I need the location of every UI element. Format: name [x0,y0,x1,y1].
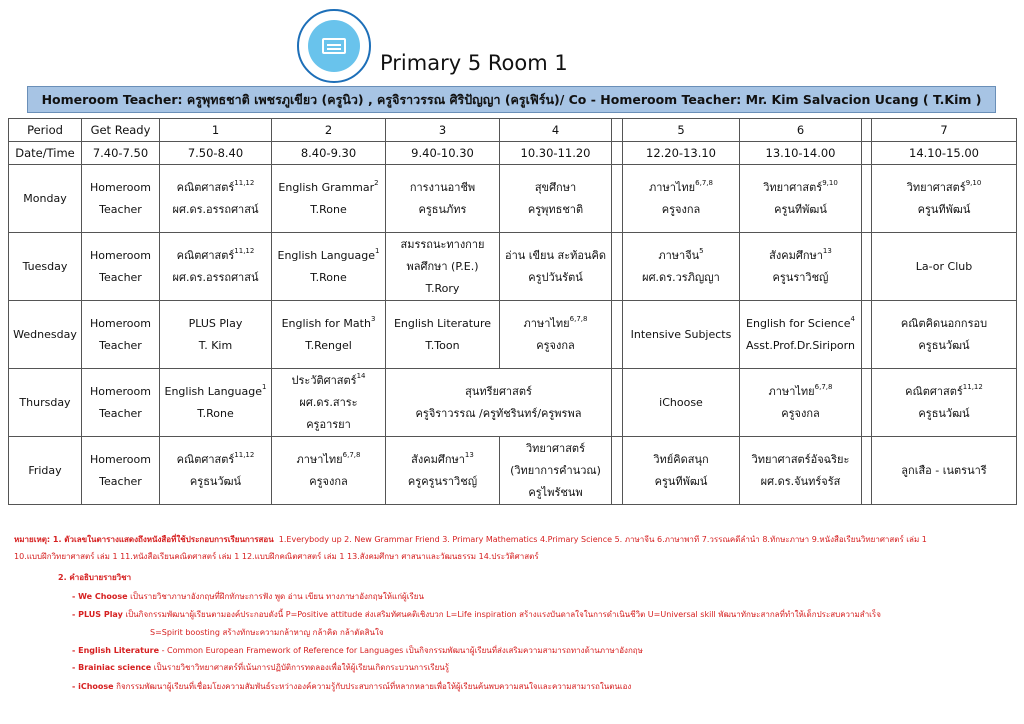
book-ref-sup: 2 [374,178,379,187]
time-header: 13.10-14.00 [740,142,862,165]
cell-text [162,449,269,471]
cell-text [388,449,497,471]
note-text: 1.Everybody up 2. New Grammar Friend 3. Primary Mathematics 4.Primary Science 5. ภาษาจีน 6.ภาษาพาที 7.วรรณคดีลำนำ 8.ทักษะภาษา 9.หนังสือเรียนวิทยาศาสตร์ เล่ม 1 [278,535,927,544]
subject-name: วิทยาศาสตร์ [906,180,966,194]
cell-text [274,449,383,471]
cell-text: T.Rone [310,202,347,216]
cell-text [625,245,737,267]
cell-text: Homeroom [90,452,151,466]
day-row-wednesday [9,301,1017,369]
break-spacer [862,301,872,369]
cell-text: ครูครูนราวิชญ์ [407,474,478,488]
school-logo [297,9,371,83]
cell-text: T.Rone [197,406,234,420]
note-text: - PLUS Play [72,610,123,619]
subject-name: ภาษาไทย [768,384,815,398]
cell-text: Teacher [99,338,142,352]
cell-p7 [872,301,1017,369]
cell-text: Teacher [99,474,142,488]
subject-name: สังคมศึกษา [769,248,823,262]
cell-p2 [272,233,386,301]
cell-text: ผศ.ดร.สาระ [299,395,358,409]
cell-p7 [872,437,1017,505]
timetable [8,118,1017,505]
subject-name: ภาษาไทย [523,316,570,330]
day-label: Friday [9,437,82,505]
cell-text: สุขศึกษา [534,180,577,194]
cell-p6 [740,233,862,301]
time-header: 14.10-15.00 [872,142,1017,165]
desc-english-literature [72,645,643,657]
book-ref-sup: 1 [375,246,380,255]
time-header: 9.40-10.30 [386,142,500,165]
break-spacer [612,119,623,142]
cell-text: ครูธนภัทร [418,202,467,216]
cell-text: ผศ.ดร.อรรถศาสน์ [172,202,259,216]
subject-name: English for Math [281,316,371,330]
cell-text: Teacher [99,202,142,216]
cell-text: ครูธนวัฒน์ [918,338,970,352]
cell-text [274,245,383,267]
cell-text: Teacher [99,270,142,284]
book-ref-sup: 13 [822,246,832,255]
book-ref-sup: 4 [850,314,855,323]
cell-p7 [872,165,1017,233]
period-header: 6 [740,119,862,142]
note-text: - English Literature [72,646,160,655]
break-spacer [612,165,623,233]
subject-name: คณิตศาสตร์ [176,452,235,466]
cell-text [162,245,269,267]
cell-text: อ่าน เขียน สะท้อนคิด [504,248,607,262]
period-label: Period [9,119,82,142]
cell-text [742,177,859,199]
subject-name: English Grammar [278,180,375,194]
cell-text [742,313,859,335]
note-text: เป็นกิจกรรมพัฒนาผู้เรียนตามองค์ประกอบดังนี้ P=Positive attitude ส่งเสริมทัศนคติเชิงบวก L=Life inspiration สร้างแรงบันดาลใจในการดำเนินชีวิต U=Universal skill พัฒนาทักษะสากลที่ทำให้เด็กประสบความสำเร็จ [125,610,881,619]
book-ref-sup: 6,7,8 [342,450,361,459]
cell-p4 [500,233,612,301]
cell-text: สมรรถนะทางกาย [400,237,485,251]
cell-p1 [160,301,272,369]
time-row [9,142,1017,165]
subject-name: English Language [164,384,263,398]
logo-emblem [308,20,360,72]
subject-name: English Language [277,248,376,262]
subject-name: ภาษาไทย [649,180,696,194]
time-header: 8.40-9.30 [272,142,386,165]
cell-text: iChoose [659,395,703,409]
cell-text: ครูนราวิชญ์ [772,270,829,284]
cell-text: ครูจงกล [536,338,575,352]
book-ref-sup: 11,12 [234,178,255,187]
book-ref-sup: 6,7,8 [569,314,588,323]
note-text: - Common European Framework of Reference for Languages เป็นกิจกรรมพัฒนาผู้เรียนที่ส่งเสริมความสามารถทางด้านภาษาอังกฤษ [161,646,643,655]
cell-text: พลศึกษา (P.E.) [406,259,479,273]
subject-name: ภาษาจีน [658,248,700,262]
break-spacer [612,369,623,437]
break-spacer [862,142,872,165]
book-ref-sup: 11,12 [234,450,255,459]
desc-plus-play [72,609,881,621]
note-text: เป็นรายวิชาวิทยาศาสตร์ที่เน้นการปฏิบัติการทดลองเพื่อให้ผู้เรียนเกิดกระบวนการเรียนรู้ [153,663,450,672]
cell-text: ผศ.ดร.จันทร์จรัส [760,474,841,488]
cell-p6 [740,165,862,233]
cell-text: ผศ.ดร.อรรถศาสน์ [172,270,259,284]
period-row [9,119,1017,142]
section-2-heading: 2. คำอธิบายรายวิชา [58,573,132,582]
cell-text: Homeroom [90,384,151,398]
break-spacer [862,233,872,301]
period-header: 1 [160,119,272,142]
cell-p7 [872,369,1017,437]
cell-p5 [623,165,740,233]
cell-text: ครูอารยา [306,417,351,431]
cell-get-ready [82,233,160,301]
cell-text: คณิตคิดนอกกรอบ [900,316,988,330]
cell-text [502,313,609,335]
cell-p3 [386,165,500,233]
break-spacer [862,369,872,437]
cell-text: Homeroom [90,316,151,330]
period-header: 5 [623,119,740,142]
day-label: Tuesday [9,233,82,301]
break-spacer [862,119,872,142]
cell-p5 [623,369,740,437]
book-ref-sup: 11,12 [234,246,255,255]
book-ref-sup: 6,7,8 [814,382,833,391]
cell-text: Asst.Prof.Dr.Siriporn [746,338,855,352]
cell-text: English Literature [393,316,492,330]
book-ref-sup: 13 [464,450,474,459]
cell-text [625,177,737,199]
book-ref-sup: 1 [262,382,267,391]
time-header: 12.20-13.10 [623,142,740,165]
cell-text: ครูธนวัฒน์ [918,406,970,420]
cell-text: Homeroom [90,180,151,194]
cell-text: ครูนทีพัฒน์ [654,474,708,488]
cell-p4 [500,301,612,369]
period-header: 7 [872,119,1017,142]
cell-p5 [623,233,740,301]
cell-text: ครูนทีพัฒน์ [917,202,971,216]
cell-text: Homeroom [90,248,151,262]
break-spacer [862,437,872,505]
cell-text: ลูกเสือ - เนตรนารี [901,463,987,477]
cell-p7 [872,233,1017,301]
cell-p2 [272,369,386,437]
desc-ichoose [72,681,631,693]
cell-p4 [500,437,612,505]
cell-text [874,177,1014,199]
homeroom-teacher-bar: Homeroom Teacher: ครูพุทธชาติ เพชรภูเขียว (ครูนิว) , ครูจิราวรรณ ศิริปัญญา (ครูเฟิร์น)/ Co - Homeroom Teacher: Mr. Kim Salvacion Ucang ( T.Kim ) [27,86,996,113]
cell-p6 [740,301,862,369]
book-ref-sup: 6,7,8 [695,178,713,187]
cell-text [162,381,269,403]
book-ref-sup: 9,10 [965,178,982,187]
cell-p6 [740,437,862,505]
cell-text: วิทยาศาสตร์ [526,441,585,455]
subject-name: คณิตศาสตร์ [905,384,963,398]
note-text: - iChoose [72,682,114,691]
break-spacer [612,142,623,165]
cell-p1 [160,369,272,437]
subject-name: สังคมศึกษา [411,452,465,466]
cell-get-ready [82,437,160,505]
cell-text: ครูธนวัฒน์ [189,474,242,488]
day-label: Thursday [9,369,82,437]
desc-brainiac-science [72,662,449,674]
subject-name: วิทยาศาสตร์ [763,180,823,194]
cell-text: ครูจงกล [309,474,348,488]
cell-text: T. Kim [198,338,233,352]
datetime-label: Date/Time [9,142,82,165]
cell-text: ครูนทีพัฒน์ [774,202,827,216]
cell-text: ครูไพรัชนพ [528,485,583,499]
cell-text [742,381,859,403]
cell-text: ครูพุทธชาติ [527,202,584,216]
cell-p3 [386,233,500,301]
cell-text: Intensive Subjects [630,327,732,341]
subject-name: ประวัติศาสตร์ [291,373,357,387]
cell-p3 [386,301,500,369]
note-text: - Brainiac science [72,663,152,672]
cell-text [274,370,383,392]
cell-p3-p4-merged [386,369,612,437]
cell-text: วิทย์คิดสนุก [653,452,709,466]
cell-p5 [623,437,740,505]
cell-text: T.Rengel [305,338,352,352]
break-spacer [612,437,623,505]
day-label: Wednesday [9,301,82,369]
cell-text: T.Rory [425,281,460,295]
period-header: 4 [500,119,612,142]
cell-text: T.Toon [425,338,460,352]
period-header: 3 [386,119,500,142]
cell-text: ครูจงกล [781,406,820,420]
cell-get-ready [82,369,160,437]
book-ref-sup: 11,12 [962,382,983,391]
cell-text: สุนทรียศาสตร์ [465,384,532,398]
cell-text: ครูจิราวรรณ /ครูทัชรินทร์/ครูพรพล [415,406,582,420]
cell-p1 [160,233,272,301]
subject-name: คณิตศาสตร์ [176,180,235,194]
books-line-2: 10.แบบฝึกวิทยาศาสตร์ เล่ม 1 11.หนังสือเรียนคณิตศาสตร์ เล่ม 1 12.แบบฝึกคณิตศาสตร์ เล่ม 1 13.สังคมศึกษา ศาสนาและวัฒนธรรม 14.ประวัติศาสตร์ [14,552,539,561]
cell-p4 [500,165,612,233]
cell-text [162,177,269,199]
cell-p1 [160,165,272,233]
cell-get-ready [82,165,160,233]
cell-p1 [160,437,272,505]
cell-p6 [740,369,862,437]
page-title: Primary 5 Room 1 [380,51,568,75]
day-row-tuesday [9,233,1017,301]
cell-text: ผศ.ดร.วรภิญญา [642,270,720,284]
book-icon [322,38,346,54]
cell-p2 [272,301,386,369]
subject-name: คณิตศาสตร์ [176,248,235,262]
time-header: 10.30-11.20 [500,142,612,165]
cell-text: ครูจงกล [661,202,701,216]
desc-plus-play-cont: S=Spirit boosting สร้างทักษะความกล้าหาญ กล้าคิด กล้าตัดสินใจ [150,628,384,637]
book-ref-sup: 14 [356,371,366,380]
cell-text [274,313,383,335]
cell-text [742,245,859,267]
cell-text: การงานอาชีพ [409,180,476,194]
time-header: 7.50-8.40 [160,142,272,165]
book-ref-sup: 3 [370,314,376,323]
cell-text: (วิทยาการคำนวณ) [510,463,601,477]
cell-text: PLUS Play [188,316,243,330]
period-header: 2 [272,119,386,142]
cell-text: Teacher [99,406,142,420]
cell-text: วิทยาศาสตร์อัจฉริยะ [751,452,850,466]
cell-text: T.Rone [310,270,347,284]
break-spacer [612,233,623,301]
cell-p5 [623,301,740,369]
day-row-friday [9,437,1017,505]
day-row-monday [9,165,1017,233]
cell-get-ready [82,301,160,369]
subject-name: ภาษาไทย [296,452,343,466]
book-ref-sup: 5 [699,246,704,255]
time-header: 7.40-7.50 [82,142,160,165]
cell-p2 [272,165,386,233]
cell-p3 [386,437,500,505]
remark-line [14,534,927,546]
note-text: หมายเหตุ: 1. ตัวเลขในตารางแสดงถึงหนังสือที่ใช้ประกอบการเรียนการสอน [14,535,274,544]
cell-text: ครูปวันรัตน์ [528,270,583,284]
book-ref-sup: 9,10 [822,178,838,187]
note-text: - We Choose [72,592,128,601]
desc-we-choose [72,591,424,603]
period-header: Get Ready [82,119,160,142]
note-text: เป็นรายวิชาภาษาอังกฤษที่ฝึกทักษะการฟัง พูด อ่าน เขียน ทางภาษาอังกฤษให้แก่ผู้เรียน [130,592,424,601]
cell-p2 [272,437,386,505]
day-row-thursday [9,369,1017,437]
break-spacer [612,301,623,369]
day-label: Monday [9,165,82,233]
break-spacer [862,165,872,233]
cell-text [874,381,1014,403]
subject-name: English for Science [746,316,851,330]
note-text: กิจกรรมพัฒนาผู้เรียนที่เชื่อมโยงความสัมพันธ์ระหว่างองค์ความรู้กับประสบการณ์ที่หลากหลายเพื่อให้ผู้เรียนค้นพบความสนใจและความสามารถในตนเอง [116,682,632,691]
cell-text: La-or Club [915,259,973,273]
cell-text [274,177,383,199]
